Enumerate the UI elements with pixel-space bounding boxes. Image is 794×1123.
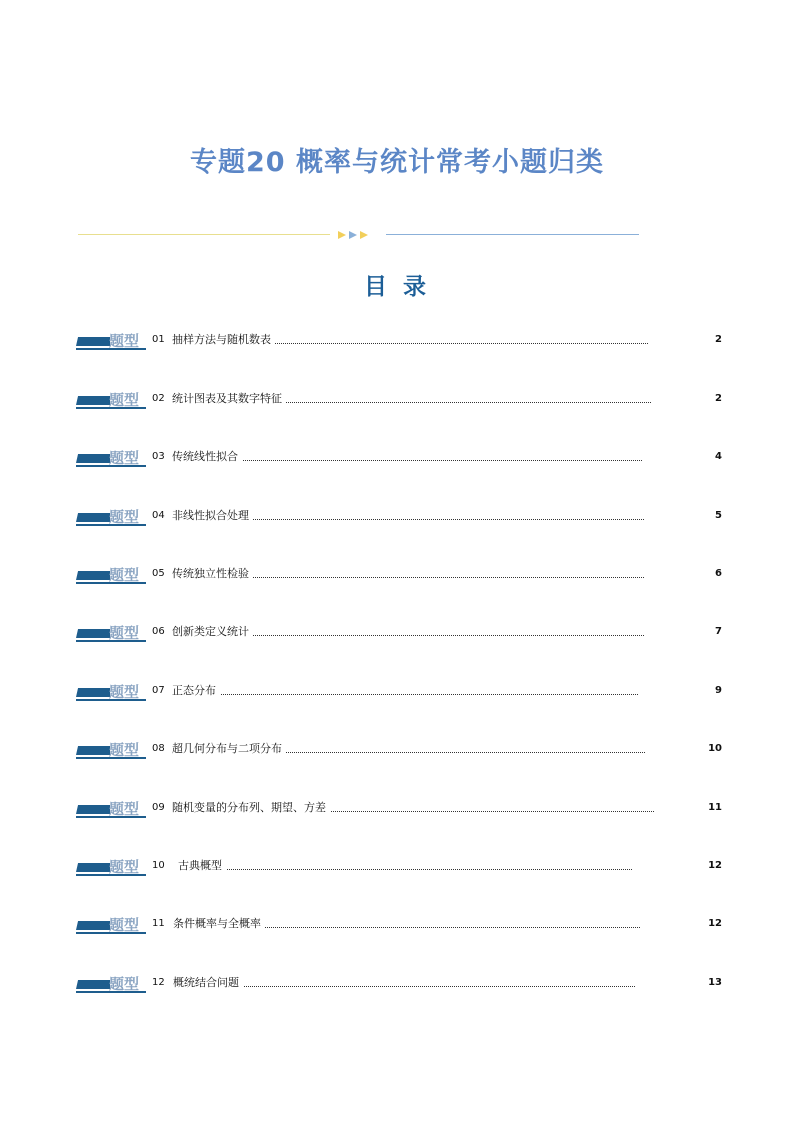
toc-entry-title[interactable]: 条件概率与全概率 <box>173 917 265 931</box>
question-type-badge <box>76 566 146 584</box>
question-type-badge <box>76 858 146 876</box>
toc-page-number: 4 <box>715 451 722 462</box>
badge-label: 题型 <box>109 391 140 409</box>
toc-entry-title[interactable]: 古典概型 <box>178 859 226 873</box>
toc-entry-number: 07 <box>152 685 165 696</box>
toc-entry-number: 12 <box>152 977 165 988</box>
toc-entry-number: 03 <box>152 451 165 462</box>
toc-heading: 目 录 <box>363 274 430 300</box>
toc-entry-09[interactable] <box>0 799 794 821</box>
toc-entry-number: 06 <box>152 626 165 637</box>
toc-leader-dots <box>172 694 638 695</box>
toc-entry-08[interactable] <box>0 740 794 762</box>
badge-label: 题型 <box>109 508 140 526</box>
toc-page-number: 12 <box>708 918 722 929</box>
badge-bar-shape <box>76 921 110 930</box>
toc-entry-title[interactable]: 超几何分布与二项分布 <box>172 742 286 756</box>
toc-entry-title[interactable]: 传统线性拟合 <box>172 450 242 464</box>
question-type-badge <box>76 683 146 701</box>
question-type-badge <box>76 624 146 642</box>
toc-page-number: 2 <box>715 393 722 404</box>
toc-entry-02[interactable] <box>0 390 794 412</box>
question-type-badge <box>76 391 146 409</box>
toc-page-number: 10 <box>708 743 722 754</box>
badge-bar-shape <box>76 863 110 872</box>
question-type-badge <box>76 916 146 934</box>
badge-bar-shape <box>76 396 110 405</box>
toc-entry-11[interactable] <box>0 915 794 937</box>
toc-page-number: 9 <box>715 685 722 696</box>
badge-bar-shape <box>76 688 110 697</box>
toc-leader-dots <box>172 460 642 461</box>
toc-entry-title[interactable]: 抽样方法与随机数表 <box>172 333 275 347</box>
toc-entry-01[interactable] <box>0 331 794 353</box>
badge-label: 题型 <box>109 975 140 993</box>
toc-entry-title[interactable]: 正态分布 <box>172 684 220 698</box>
badge-bar-shape <box>76 513 110 522</box>
toc-entry-title[interactable]: 创新类定义统计 <box>172 625 253 639</box>
toc-entry-number: 10 <box>152 860 165 871</box>
toc-page-number: 13 <box>708 977 722 988</box>
toc-leader-dots <box>178 869 632 870</box>
toc-entry-title[interactable]: 传统独立性检验 <box>172 567 253 581</box>
badge-bar-shape <box>76 980 110 989</box>
badge-label: 题型 <box>109 332 140 350</box>
toc-entry-number: 08 <box>152 743 165 754</box>
toc-entry-06[interactable] <box>0 623 794 645</box>
toc-entry-04[interactable] <box>0 507 794 529</box>
badge-label: 题型 <box>109 800 140 818</box>
toc-page-number: 6 <box>715 568 722 579</box>
toc-page-number: 11 <box>708 802 722 813</box>
toc-page-number: 12 <box>708 860 722 871</box>
badge-label: 题型 <box>109 683 140 701</box>
question-type-badge <box>76 741 146 759</box>
toc-entry-title[interactable]: 统计图表及其数字特征 <box>172 392 286 406</box>
badge-label: 题型 <box>109 741 140 759</box>
toc-entry-07[interactable] <box>0 682 794 704</box>
badge-label: 题型 <box>109 449 140 467</box>
toc-entry-number: 11 <box>152 918 165 929</box>
toc-page-number: 2 <box>715 334 722 345</box>
toc-entry-number: 01 <box>152 334 165 345</box>
toc-entry-12[interactable] <box>0 974 794 996</box>
badge-bar-shape <box>76 746 110 755</box>
badge-bar-shape <box>76 337 110 346</box>
question-type-badge <box>76 449 146 467</box>
badge-label: 题型 <box>109 624 140 642</box>
toc-entry-title[interactable]: 随机变量的分布列、期望、方差 <box>172 801 330 815</box>
toc-entry-title[interactable]: 非线性拟合处理 <box>172 509 253 523</box>
badge-bar-shape <box>76 629 110 638</box>
badge-bar-shape <box>76 571 110 580</box>
question-type-badge <box>76 332 146 350</box>
toc-page-number: 7 <box>715 626 722 637</box>
toc-entry-number: 04 <box>152 510 165 521</box>
toc-entry-03[interactable] <box>0 448 794 470</box>
toc-entry-10[interactable] <box>0 857 794 879</box>
toc-page-number: 5 <box>715 510 722 521</box>
badge-bar-shape <box>76 805 110 814</box>
toc-entry-number: 05 <box>152 568 165 579</box>
toc-entry-number: 02 <box>152 393 165 404</box>
question-type-badge <box>76 800 146 818</box>
toc-entry-number: 09 <box>152 802 165 813</box>
toc-entry-05[interactable] <box>0 565 794 587</box>
badge-label: 题型 <box>109 916 140 934</box>
badge-bar-shape <box>76 454 110 463</box>
question-type-badge <box>76 508 146 526</box>
page-title: 专题20 概率与统计常考小题归类 <box>190 147 604 178</box>
badge-label: 题型 <box>109 858 140 876</box>
toc-entry-title[interactable]: 概统结合问题 <box>173 976 243 990</box>
question-type-badge <box>76 975 146 993</box>
badge-label: 题型 <box>109 566 140 584</box>
